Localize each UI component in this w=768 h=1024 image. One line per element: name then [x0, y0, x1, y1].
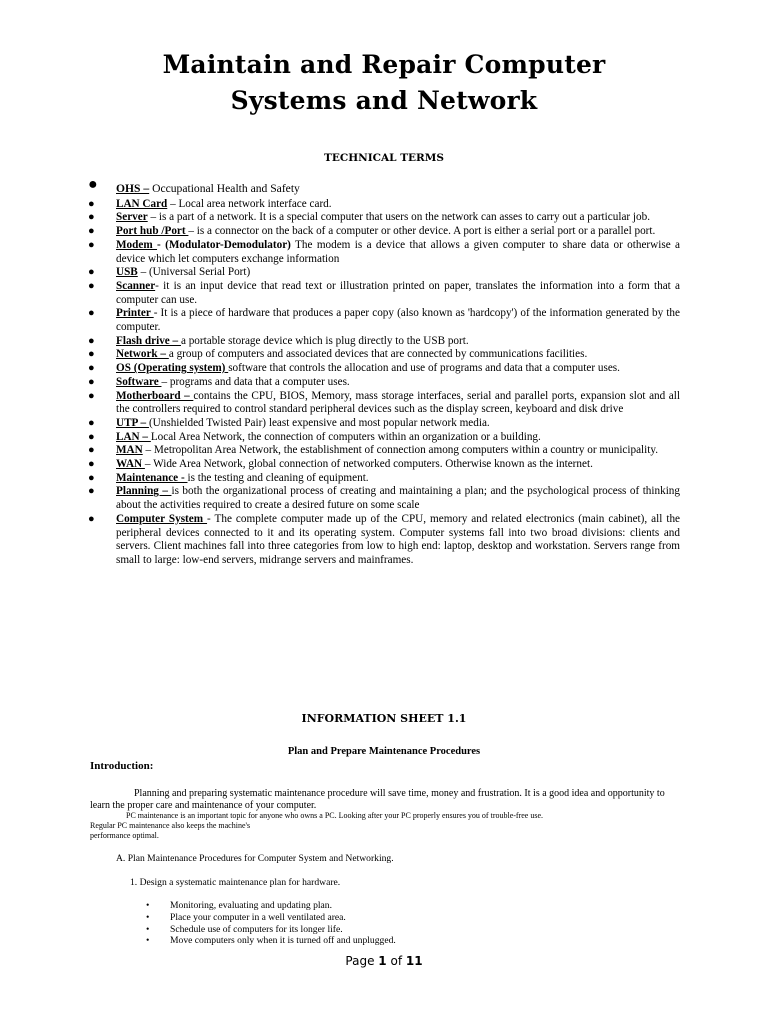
term-definition: a group of computers and associated devices that are connected by communications facilities. [168, 348, 588, 361]
bullet-icon: ● [88, 512, 95, 525]
term-item-os [88, 362, 680, 376]
information-sheet-heading: INFORMATION SHEET 1.1 [301, 712, 467, 725]
term-item-port [88, 225, 680, 239]
term-key: Software [116, 375, 162, 388]
term-definition: contains the CPU, BIOS, Memory, mass storage interfaces, serial and parallel ports, expansion slot and all the controllers required to control standard peripheral devices such as the display screen, keyboard and disk drive [116, 389, 680, 416]
term-item-lan [88, 431, 680, 445]
bullet-icon: ● [88, 225, 95, 238]
term-key: Maintenance - [116, 471, 188, 484]
bullet-icon: ● [88, 197, 95, 210]
term-key: WAN [116, 458, 145, 471]
bullet-icon: ● [88, 238, 95, 251]
bullet-icon: ● [88, 444, 95, 457]
term-definition: is both the organizational process of creating and maintaining a plan; and the psychological process of thinking about the activities required to create a desired future on some scale [116, 485, 680, 512]
bullet-icon: • [146, 900, 150, 911]
term-definition: Local Area Network, the connection of computers within an organization or a building. [150, 430, 541, 443]
term-definition: a portable storage device which is plug directly to the USB port. [180, 334, 469, 347]
term-item-planning [88, 485, 680, 512]
bullet-icon: ● [88, 430, 95, 443]
term-item-flash-drive [88, 335, 680, 349]
note-line-1: PC maintenance is an important topic for anyone who owns a PC. Looking after your PC properly ensures you of trouble-free use. [126, 811, 544, 820]
term-definition: – is a part of a network. It is a special computer that users on the network can asses to carry out a particular job. [147, 211, 651, 224]
term-key: Computer System [116, 512, 208, 525]
term-key: Modem [116, 238, 158, 251]
bullet-icon: ● [88, 176, 98, 193]
term-definition: The modem is a device that allows a given computer to share data or otherwise a device which let computers exchange information [116, 238, 681, 265]
bullet-icon: ● [88, 279, 95, 292]
term-definition: - it is an input device that read text or illustration printed on paper, translates the information into a form that a computer can use. [116, 279, 680, 306]
bullet-icon: ● [88, 266, 95, 279]
term-key: Flash drive – [116, 334, 181, 347]
term-item-lan-card [88, 198, 680, 212]
term-item-computer-system [88, 513, 680, 568]
term-definition: – programs and data that a computer uses. [161, 375, 350, 388]
bullet-icon: ● [88, 307, 95, 320]
term-item-ohs [88, 176, 680, 196]
term-item-server [88, 211, 680, 225]
term-definition: – Metropolitan Area Network, the establishment of connection among computers within a country or municipality. [142, 444, 659, 457]
term-item-software [88, 376, 680, 390]
term-item-printer [88, 307, 680, 334]
term-definition: - The complete computer made up of the CPU, memory and related electronics (main cabinet), all the peripheral devices connected to it and its operating system. Computer systems fall into two broad divisions: clients and servers. Client machines fall into three categories from low to high end: laptop, desktop and workstation. Servers range from small to large: low-end servers, midrange servers and mainframes. [116, 512, 681, 566]
bullet-icon: ● [88, 389, 95, 402]
bullet-icon: ● [88, 334, 95, 347]
term-definition: software that controls the allocation and use of programs and data that a computer uses. [228, 362, 620, 375]
bullet-icon: • [146, 935, 150, 947]
introduction-label: Introduction: [90, 760, 154, 772]
term-definition: - It is a piece of hardware that produces a paper copy (also known as 'hardcopy') of the information generated by the computer. [116, 307, 680, 334]
list-item [146, 935, 566, 947]
bullet-icon: ● [88, 458, 95, 471]
term-item-scanner [88, 280, 680, 307]
term-key: LAN Card [116, 197, 168, 210]
term-definition: – is a connector on the back of a computer or other device. A port is either a serial port or a parallel port. [188, 225, 656, 238]
term-item-usb [88, 266, 680, 280]
bullet-icon: • [146, 923, 150, 935]
term-key: Server [116, 211, 148, 224]
term-definition: Occupational Health and Safety [149, 182, 300, 195]
term-key: LAN – [116, 430, 151, 443]
section-1-heading: 1. Design a systematic maintenance plan for hardware. [130, 877, 341, 888]
bullet-icon: ● [88, 362, 95, 375]
term-item-maintenance [88, 472, 680, 486]
term-item-modem [88, 239, 680, 266]
term-definition: – (Universal Serial Port) [137, 266, 251, 279]
introduction-paragraph [90, 788, 672, 812]
pc-maintenance-note [90, 811, 672, 841]
term-key: UTP – [116, 416, 149, 429]
bullet-icon: ● [88, 485, 95, 498]
list-item-text: Monitoring, evaluating and updating plan. [170, 900, 332, 911]
plan-heading: Plan and Prepare Maintenance Procedures [287, 746, 481, 757]
hardware-plan-list [146, 900, 566, 947]
list-item-text: Schedule use of computers for its longer life. [170, 923, 343, 935]
technical-terms-list [88, 176, 681, 568]
term-definition: – Wide Area Network, global connection of networked computers. Otherwise known as the internet. [144, 458, 593, 471]
term-key: Printer [116, 307, 154, 320]
term-item-man [88, 444, 680, 458]
bullet-icon: ● [88, 375, 95, 388]
list-item-text: Place your computer in a well ventilated area. [170, 911, 346, 923]
note-line-2: Regular PC maintenance also keeps the machine's [90, 821, 251, 830]
document-title-line-2: Systems and Network [230, 86, 538, 115]
document-title-line-1: Maintain and Repair Computer [162, 50, 606, 79]
term-key: Port hub /Port [116, 225, 189, 238]
list-item [146, 900, 566, 912]
term-definition: (Unshielded Twisted Pair) least expensive and most popular network media. [148, 416, 490, 429]
technical-terms-heading: TECHNICAL TERMS [324, 152, 444, 164]
footer-of: of [386, 954, 406, 968]
bullet-icon: ● [88, 211, 95, 224]
list-item-text: Move computers only when it is turned off and unplugged. [170, 935, 396, 947]
section-a-heading: A. Plan Maintenance Procedures for Computer System and Networking. [116, 853, 394, 864]
term-item-network [88, 348, 680, 362]
term-definition: is the testing and cleaning of equipment. [187, 471, 369, 484]
term-item-wan [88, 458, 680, 472]
term-key: USB [116, 266, 138, 279]
term-item-motherboard [88, 390, 680, 417]
term-key: Motherboard – [116, 389, 194, 402]
footer-prefix: Page [345, 954, 379, 968]
footer-total-pages: 11 [405, 954, 423, 968]
list-item [146, 912, 566, 924]
intro-text: Planning and preparing systematic maintenance procedure will save time, money and frustration. It is a good idea and opportunity to learn the proper care and maintenance of your computer. [90, 788, 665, 811]
list-item [146, 924, 566, 936]
term-key: OS (Operating system) [116, 362, 229, 375]
footer-page-number: 1 [378, 954, 387, 968]
bullet-icon: ● [88, 471, 95, 484]
term-item-utp [88, 417, 680, 431]
bullet-icon: ● [88, 416, 95, 429]
bullet-icon: • [146, 911, 150, 923]
term-key: MAN [116, 444, 143, 457]
term-key: OHS – [116, 182, 150, 195]
bullet-icon: ● [88, 348, 95, 361]
term-key: Planning – [116, 485, 172, 498]
term-key: Network – [116, 348, 169, 361]
page-footer [0, 954, 768, 968]
term-definition: – Local area network interface card. [167, 197, 332, 210]
term-expansion: - (Modulator-Demodulator) [157, 238, 291, 251]
term-key: Scanner [116, 279, 156, 292]
note-line-3: performance optimal. [90, 831, 159, 840]
